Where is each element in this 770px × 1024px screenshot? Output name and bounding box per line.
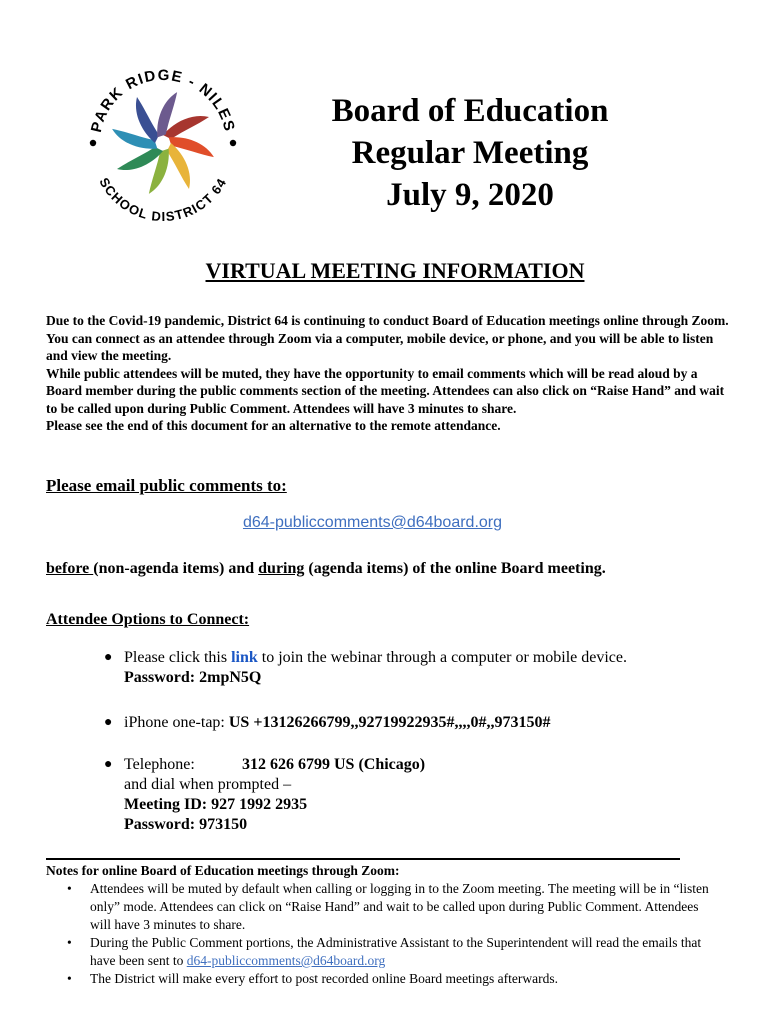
page-title [300,90,640,216]
option-telephone [104,755,724,835]
intro-paragraph-1: Due to the Covid-19 pandemic, District 64 is continuing to conduct Board of Education meetings online through Zoom. You can connect as an attendee through Zoom via a computer, mobile device, or phone, and you will be able to listen and view the meeting. [46,313,729,363]
option1-pre: Please click this [124,649,232,666]
before-word: before [46,560,94,577]
title-line-2: Regular Meeting [351,135,589,171]
email-heading: Please email public comments to: [46,476,287,495]
svg-text:SCHOOL DISTRICT 64 [96,175,229,224]
district-logo [78,58,248,228]
note-1: Attendees will be muted by default when calling or logging in to the Zoom meeting. The meeting will be in “listen only” mode. Attendees can click on “Raise Hand” and wait to be called upon during Public Comment. Attendees will have 3 minutes to share. [90,881,709,932]
logo-petal [163,116,209,139]
logo-text-top: PARK RIDGE - NILES [87,66,239,135]
list-item [67,934,720,970]
attendee-options-heading: Attendee Options to Connect: [46,611,250,628]
title-line-1: Board of Education [331,93,609,129]
note-email-link[interactable]: d64-publiccomments@d64board.org [186,953,386,968]
during-word: during [258,560,305,577]
notes-heading: Notes for online Board of Education meetings through Zoom: [46,863,400,878]
bullet: ● [104,757,113,772]
intro-paragraph-2: While public attendees will be muted, they have the opportunity to email comments which will be read aloud by a Board member during the public comments section of the meeting. Attendees can also click on “Raise Hand” and wait to be called upon during Public Comment. Attendees will have 3 minutes to share. [46,365,725,416]
option3-meeting-id: Meeting ID: 927 1992 2935 [124,796,308,813]
section-subtitle: VIRTUAL MEETING INFORMATION [205,258,585,283]
divider [46,858,680,860]
option2-value: US +13126266799,,92719922935#,,,,0#,,973150# [228,714,551,731]
title-line-3: July 9, 2020 [386,177,554,213]
before-end: (agenda items) of the online Board meeting. [304,560,606,577]
logo-petal [167,143,190,189]
bullet: • [67,971,72,986]
logo-pinwheel [111,91,214,194]
bullet: ● [104,715,113,730]
intro-paragraph-3: Please see the end of this document for an alternative to the remote attendance. [46,418,501,433]
public-comments-email-link[interactable]: d64-publiccomments@d64board.org [242,514,503,531]
note-2: During the Public Comment portions, the Administrative Assistant to the Superintendent will read the emails that have been sent to [90,935,702,968]
option-webinar [104,648,724,688]
list-item [67,880,720,934]
option-iphone [104,713,724,733]
option1-post: to join the webinar through a computer or mobile device. [257,649,628,666]
option3-value: 312 626 6799 US (Chicago) [242,756,426,773]
notes-list [67,880,720,988]
list-item [67,970,720,988]
note-3: The District will make every effort to post recorded online Board meetings afterwards. [90,971,558,986]
intro-text [46,312,736,435]
option1-password: Password: 2mpN5Q [124,669,262,686]
option3-line2: and dial when prompted – [124,776,292,793]
bullet: • [67,935,72,950]
logo-petal [136,97,159,143]
webinar-link[interactable]: link [231,649,258,666]
bullet: ● [104,650,113,665]
logo-dot-left [90,140,96,146]
option2-label: iPhone one-tap: [124,714,229,731]
before-mid: (non-agenda items) and [93,560,259,577]
option3-label: Telephone: [124,756,195,773]
logo-petal [117,147,163,170]
email-timing-text [46,560,606,578]
bullet: • [67,881,72,896]
option3-password: Password: 973150 [124,816,248,833]
logo-text-bottom: SCHOOL DISTRICT 64 [96,175,230,225]
logo-dot-right [230,140,236,146]
